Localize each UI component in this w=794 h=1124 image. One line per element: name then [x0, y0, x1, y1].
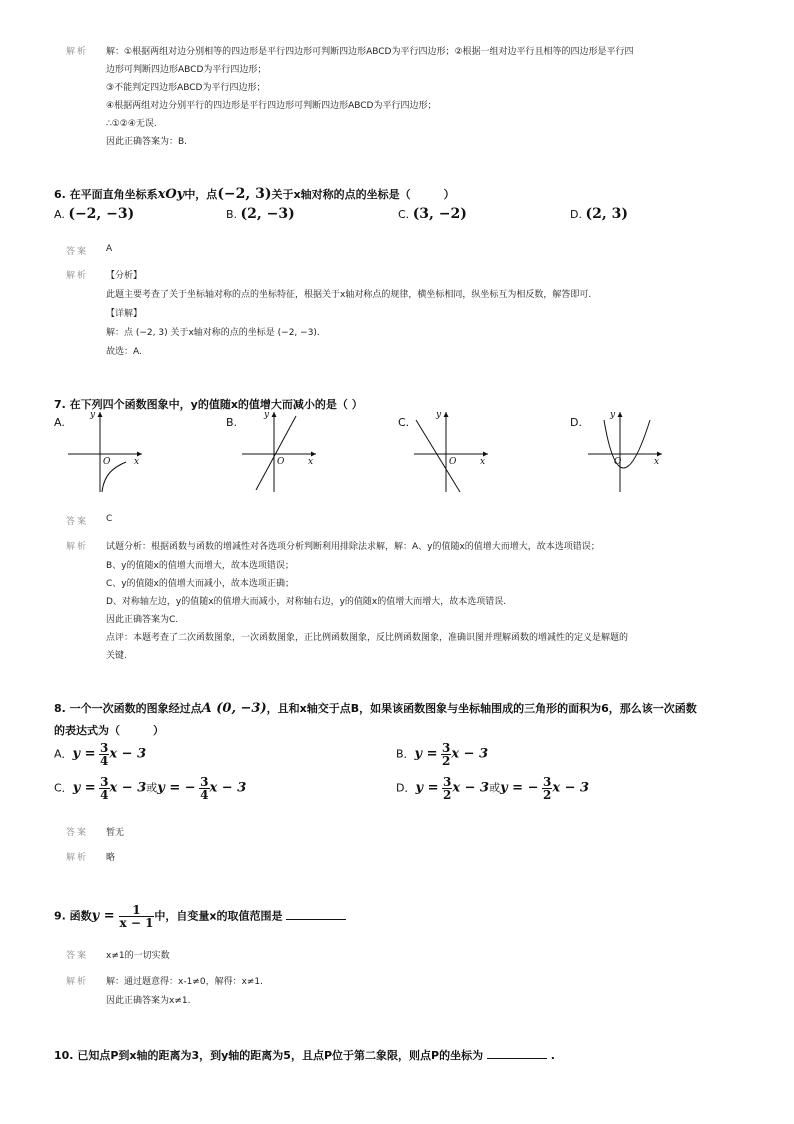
- answer-label: 答案: [66, 828, 89, 838]
- option-c[interactable]: C. (3, −2): [398, 206, 467, 222]
- analysis-label: 解析: [66, 977, 89, 987]
- option-b[interactable]: B．y = $\frac{3}{2}$ x − 3: [396, 741, 489, 768]
- answer-value: 暂无: [106, 828, 125, 838]
- analysis-line: 边形可判断四边形ABCD为平行四边形；: [106, 65, 267, 75]
- question-10-stem: 10. 已知点P到x轴的距离为3，到y轴的距离为5，且点P位于第二象限，则点P的坐标为 .: [54, 1049, 555, 1062]
- analysis-line: 试题分析：根据函数与函数的增减性对各选项分析判断利用排除法求解，解：A、y的值随x的值增大而增大，故本选项错误；: [106, 542, 600, 552]
- analysis-line: C、y的值随x的值增大而减小，故本选项正确；: [106, 579, 294, 589]
- question-7-stem: 7. 在下列四个函数图象中，y的值随x的值增大而减小的是（ ）: [54, 398, 363, 411]
- analysis-line: B、y的值随x的值增大而增大，故本选项错误；: [106, 561, 294, 571]
- analysis-line: 点评：本题考查了二次函数图象，一次函数图象，正比例函数图象，反比例函数图象，准确识图并理解函数的增减性的定义是解题的: [106, 633, 629, 643]
- answer-label: 答案: [66, 517, 89, 527]
- option-a[interactable]: A．y = $\frac{3}{4}$ x − 3: [54, 741, 147, 768]
- y-axis-label: y: [610, 410, 616, 420]
- answer-label: 答案: [66, 247, 89, 257]
- analysis-line: 略: [106, 853, 116, 863]
- analysis-line: 【分析】: [106, 271, 143, 281]
- option-c[interactable]: C．y = $\frac{3}{4}$ x − 3或y = − $\frac{3}{4}$ x − 3: [54, 775, 247, 802]
- option-a[interactable]: A. (−2, −3): [54, 206, 135, 222]
- option-b[interactable]: B. (2, −3): [226, 206, 295, 222]
- graph-d: [582, 404, 672, 498]
- analysis-line: 【详解】: [106, 309, 143, 319]
- x-axis-label: x: [134, 457, 140, 467]
- analysis-label: 解析: [66, 47, 89, 57]
- question-6-stem: 6. 在平面直角坐标系xOy中，点(−2, 3)关于x轴对称的点的坐标是（ ）: [54, 186, 455, 202]
- analysis-line: ③不能判定四边形ABCD为平行四边形；: [106, 83, 266, 93]
- analysis-line: 解：点 (−2, 3) 关于x轴对称的点的坐标是 (−2, −3).: [106, 328, 320, 338]
- answer-label: 答案: [66, 951, 89, 961]
- question-9-stem: 9. 函数y = $\frac{1}{x - 1}$ 中，自变量x的取值范围是: [54, 904, 346, 929]
- analysis-line: 故选：A.: [106, 347, 142, 357]
- option-a[interactable]: A.: [54, 416, 65, 429]
- analysis-line: 解：通过题意得：x-1≠0，解得：x≠1.: [106, 977, 264, 987]
- analysis-line: 因此正确答案为：B.: [106, 137, 188, 147]
- analysis-label: 解析: [66, 271, 89, 281]
- option-d[interactable]: D.: [570, 416, 582, 429]
- answer-value: C: [106, 514, 113, 524]
- origin-label: O: [449, 457, 457, 467]
- y-axis-label: y: [436, 410, 442, 420]
- y-axis-label: y: [90, 410, 96, 420]
- origin-label: O: [277, 457, 285, 467]
- option-c[interactable]: C.: [398, 416, 410, 429]
- analysis-line: 此题主要考查了关于坐标轴对称的点的坐标特征，根据关于x轴对称点的规律，横坐标相同，纵坐标互为相反数，解答即可.: [106, 290, 592, 300]
- answer-blank[interactable]: [286, 909, 346, 920]
- answer-value: x≠1的一切实数: [106, 951, 170, 961]
- analysis-label: 解析: [66, 542, 89, 552]
- origin-label: O: [614, 457, 622, 467]
- option-d[interactable]: D．y = $\frac{3}{2}$ x − 3或y = − $\frac{3}{2}$ x − 3: [396, 775, 590, 802]
- analysis-line: ∴①②④无误.: [106, 119, 157, 129]
- analysis-line: 因此正确答案为C.: [106, 615, 179, 625]
- x-axis-label: x: [480, 457, 486, 467]
- analysis-line: ④根据两组对边分别平行的四边形是平行四边形可判断四边形ABCD为平行四边形；: [106, 101, 437, 111]
- option-d[interactable]: D. (2, 3): [570, 206, 628, 222]
- graph-c: [408, 404, 498, 498]
- x-axis-label: x: [654, 457, 660, 467]
- graph-a: [62, 404, 152, 498]
- question-8-stem-line2: 的表达式为（ ）: [54, 724, 164, 737]
- answer-blank[interactable]: [487, 1048, 547, 1059]
- x-axis-label: x: [308, 457, 314, 467]
- option-b[interactable]: B.: [226, 416, 238, 429]
- analysis-line: D、对称轴左边，y的值随x的值增大而减小，对称轴右边，y的值随x的值增大而增大，故本选项错误.: [106, 597, 507, 607]
- analysis-line: 关键.: [106, 651, 127, 661]
- y-axis-label: y: [264, 410, 270, 420]
- graph-b: [236, 404, 326, 498]
- analysis-line: 因此正确答案为x≠1.: [106, 996, 191, 1006]
- analysis-label: 解析: [66, 853, 89, 863]
- analysis-line: 解：①根据两组对边分别相等的四边形是平行四边形可判断四边形ABCD为平行四边形；②根据一组对边平行且相等的四边形是平行四: [106, 47, 634, 57]
- origin-label: O: [103, 457, 111, 467]
- question-8-stem: 8. 一个一次函数的图象经过点A (0, −3)，且和x轴交于点B，如果该函数图象与坐标轴围成的三角形的面积为6，那么该一次函数: [54, 701, 697, 716]
- answer-value: A: [106, 244, 113, 254]
